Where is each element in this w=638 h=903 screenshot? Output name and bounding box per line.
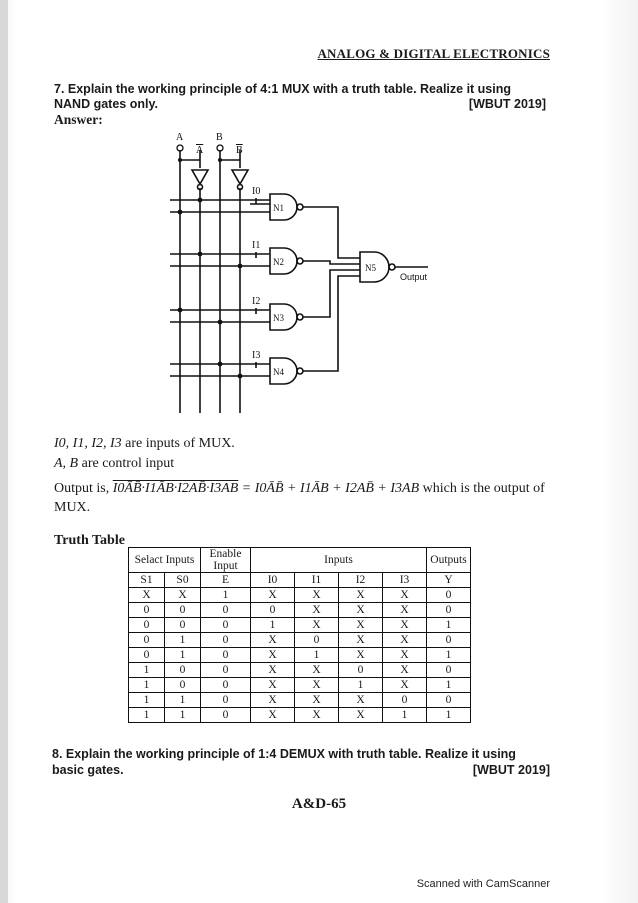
- gate-label-n5: N5: [365, 263, 376, 273]
- question-7-line-2: NAND gates only.: [54, 97, 158, 111]
- output-label: Output: [400, 272, 428, 282]
- output-statement: [54, 481, 545, 497]
- column-header-i0: I0: [251, 573, 295, 588]
- table-cell: X: [251, 708, 295, 723]
- table-cell: 1: [427, 618, 471, 633]
- table-cell: X: [129, 588, 165, 603]
- output-expression-rhs: = I0ĀB̄ + I1ĀB + I2AB̄ + I3AB: [241, 481, 420, 496]
- table-cell: X: [295, 603, 339, 618]
- table-cell: 0: [339, 663, 383, 678]
- table-cell: 0: [201, 663, 251, 678]
- question-8-line-2: basic gates.: [52, 763, 124, 777]
- truth-table-body: [129, 588, 471, 723]
- column-header-row: [129, 573, 471, 588]
- control-label-a-bar: A: [196, 145, 204, 156]
- table-cell: X: [339, 648, 383, 663]
- output-expression-lhs: I0ĀB̄·I1ĀB·I2AB̄·I3AB: [112, 481, 239, 496]
- table-cell: X: [383, 663, 427, 678]
- header-inputs: Inputs: [251, 548, 427, 573]
- table-cell: X: [339, 708, 383, 723]
- gate-label-n3: N3: [273, 313, 284, 323]
- table-cell: 1: [129, 678, 165, 693]
- table-cell: 0: [427, 633, 471, 648]
- table-cell: X: [251, 633, 295, 648]
- table-cell: 0: [201, 648, 251, 663]
- table-cell: 0: [201, 708, 251, 723]
- inputs-text: are inputs of MUX.: [125, 436, 235, 451]
- table-row: [129, 693, 471, 708]
- table-cell: X: [339, 588, 383, 603]
- table-cell: X: [383, 618, 427, 633]
- table-cell: 0: [129, 603, 165, 618]
- table-cell: 1: [129, 663, 165, 678]
- table-cell: X: [295, 663, 339, 678]
- table-cell: 1: [251, 618, 295, 633]
- control-statement: [54, 456, 174, 472]
- table-cell: X: [383, 588, 427, 603]
- header-enable-input: Enable Input: [201, 548, 251, 573]
- column-header-s0: S0: [165, 573, 201, 588]
- table-cell: 0: [201, 678, 251, 693]
- table-cell: 1: [129, 708, 165, 723]
- table-cell: 0: [427, 693, 471, 708]
- table-cell: 0: [165, 618, 201, 633]
- table-cell: X: [295, 693, 339, 708]
- control-vars: A, B: [54, 456, 79, 471]
- gate-label-n2: N2: [273, 257, 284, 267]
- table-cell: 1: [165, 633, 201, 648]
- table-cell: 1: [129, 693, 165, 708]
- table-cell: 0: [201, 603, 251, 618]
- table-cell: 1: [165, 708, 201, 723]
- table-cell: X: [339, 618, 383, 633]
- table-cell: 0: [165, 603, 201, 618]
- gate-label-n4: N4: [273, 367, 284, 377]
- table-row: [129, 618, 471, 633]
- table-cell: 0: [295, 633, 339, 648]
- table-cell: X: [383, 633, 427, 648]
- table-cell: X: [339, 693, 383, 708]
- table-cell: X: [383, 678, 427, 693]
- question-7-reference: [WBUT 2019]: [468, 97, 546, 111]
- table-cell: X: [383, 603, 427, 618]
- inputs-statement: [54, 436, 235, 452]
- table-row: [129, 588, 471, 603]
- table-cell: X: [251, 648, 295, 663]
- table-cell: 0: [383, 693, 427, 708]
- output-statement-line-2: MUX.: [54, 500, 91, 515]
- table-cell: 0: [129, 648, 165, 663]
- table-cell: 0: [427, 603, 471, 618]
- table-cell: 1: [339, 678, 383, 693]
- table-row: [129, 678, 471, 693]
- column-header-e: E: [201, 573, 251, 588]
- table-cell: X: [251, 678, 295, 693]
- control-label-b-bar: B: [236, 145, 243, 156]
- column-header-y: Y: [427, 573, 471, 588]
- table-cell: 0: [201, 618, 251, 633]
- table-cell: 0: [427, 663, 471, 678]
- input-label-i1: I1: [252, 240, 261, 251]
- table-cell: 0: [129, 618, 165, 633]
- control-label-b: B: [216, 132, 223, 143]
- question-8-reference: [WBUT 2019]: [472, 763, 550, 777]
- table-row: [129, 708, 471, 723]
- table-cell: X: [165, 588, 201, 603]
- question-7-line-1: 7. Explain the working principle of 4:1 MUX with a truth table. Realize it using: [54, 82, 512, 96]
- table-cell: X: [251, 693, 295, 708]
- table-cell: 1: [427, 708, 471, 723]
- input-label-i0: I0: [252, 186, 261, 197]
- input-label-i3: I3: [252, 350, 261, 361]
- table-cell: X: [339, 603, 383, 618]
- output-prefix: Output is,: [54, 481, 110, 496]
- table-row: [129, 648, 471, 663]
- column-header-i2: I2: [339, 573, 383, 588]
- truth-table-title: Truth Table: [54, 533, 125, 548]
- table-cell: X: [251, 663, 295, 678]
- table-cell: X: [295, 618, 339, 633]
- scanner-watermark: Scanned with CamScanner: [416, 878, 550, 890]
- table-row: [129, 663, 471, 678]
- gate-label-n1: N1: [273, 203, 284, 213]
- table-cell: 1: [165, 648, 201, 663]
- table-cell: 1: [201, 588, 251, 603]
- column-header-i3: I3: [383, 573, 427, 588]
- column-header-i1: I1: [295, 573, 339, 588]
- control-label-a: A: [176, 132, 184, 143]
- table-cell: X: [251, 588, 295, 603]
- page-number: A&D-65: [291, 796, 347, 812]
- table-row: [129, 603, 471, 618]
- question-8-line-1: 8. Explain the working principle of 1:4 DEMUX with truth table. Realize it using: [52, 747, 516, 761]
- table-cell: 1: [383, 708, 427, 723]
- page-edge: [0, 0, 8, 903]
- table-cell: 1: [295, 648, 339, 663]
- output-suffix: which is the output of: [422, 481, 545, 496]
- answer-label: Answer:: [54, 112, 103, 127]
- table-row: [129, 633, 471, 648]
- table-cell: X: [295, 588, 339, 603]
- mux-circuit-diagram: [160, 128, 450, 418]
- table-cell: 0: [165, 663, 201, 678]
- table-cell: 0: [165, 678, 201, 693]
- truth-table: [128, 547, 471, 723]
- table-cell: X: [383, 648, 427, 663]
- header-outputs: Outputs: [427, 548, 471, 573]
- header-select-inputs: Selact Inputs: [129, 548, 201, 573]
- table-cell: 1: [427, 648, 471, 663]
- table-cell: X: [339, 633, 383, 648]
- table-cell: 1: [165, 693, 201, 708]
- table-cell: 0: [427, 588, 471, 603]
- table-cell: 0: [201, 693, 251, 708]
- running-head: ANALOG & DIGITAL ELECTRONICS: [317, 46, 550, 61]
- table-cell: X: [295, 678, 339, 693]
- column-header-s1: S1: [129, 573, 165, 588]
- table-cell: X: [295, 708, 339, 723]
- input-label-i2: I2: [252, 296, 261, 307]
- table-cell: 0: [129, 633, 165, 648]
- inputs-vars: I0, I1, I2, I3: [54, 436, 122, 451]
- table-cell: 1: [427, 678, 471, 693]
- table-cell: 0: [251, 603, 295, 618]
- table-cell: 0: [201, 633, 251, 648]
- control-text: are control input: [81, 456, 175, 471]
